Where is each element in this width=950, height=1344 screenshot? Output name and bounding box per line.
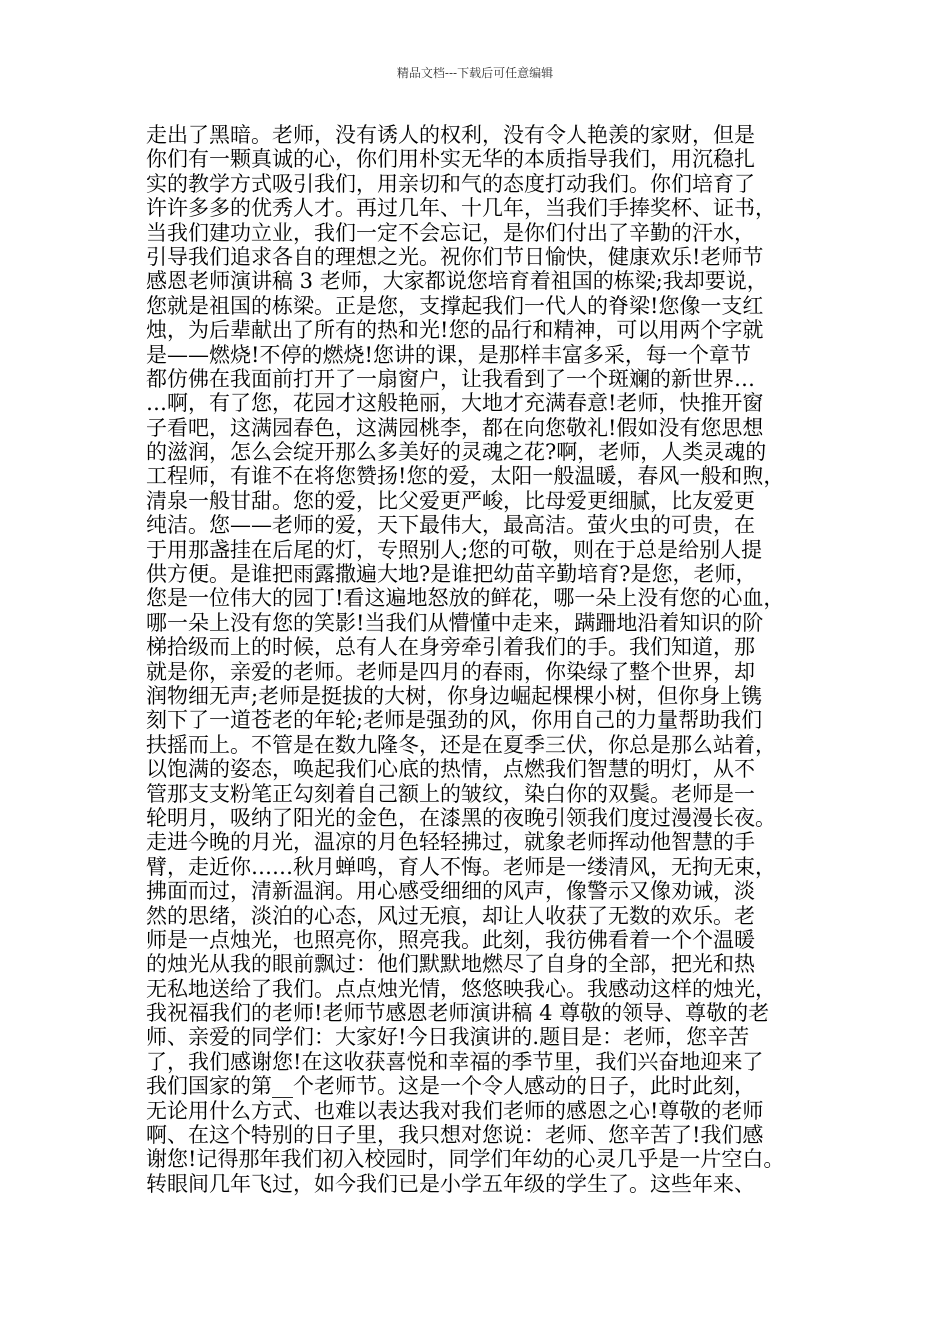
text-line: 许许多多的优秀人才。再过几年、十几年，当我们手捧奖杯、证书， [146, 196, 776, 221]
text-line: 子看吧，这满园春色，这满园桃李，都在向您敬礼!假如没有您思想 [146, 415, 764, 440]
text-line: 供方便。是谁把雨露撒遍大地?是谁把幼苗辛勤培育?是您，老师， [146, 562, 757, 587]
text-line: 的烛光从我的眼前飘过：他们默默地燃尽了自身的全部，把光和热 [146, 952, 755, 977]
text-line: 纯洁。您——老师的爱，天下最伟大，最高洁。萤火虫的可贵，在 [146, 513, 755, 538]
text-line: 我们国家的第__个老师节。这是一个令人感动的日子，此时此刻， [146, 1074, 755, 1099]
text-line: 师、亲爱的同学们：大家好!今日我演讲的.题目是：老师，您辛苦 [146, 1025, 750, 1050]
text-line: 了，我们感谢您!在这收获喜悦和幸福的季节里，我们兴奋地迎来了 [146, 1049, 764, 1074]
text-line: 谢您!记得那年我们初入校园时，同学们年幼的心灵几乎是一片空白。 [146, 1147, 785, 1172]
text-line: 以饱满的姿态，唤起我们心底的热情，点燃我们智慧的明灯，从不 [146, 757, 755, 782]
text-line: 走出了黑暗。老师，没有诱人的权利，没有令人艳羡的家财，但是 [146, 123, 755, 147]
text-line: 扶摇而上。不管是在数九隆冬，还是在夏季三伏，你总是那么站着， [146, 732, 776, 757]
text-line: 无私地送给了我们。点点烛光情，悠悠映我心。我感动这样的烛光， [146, 976, 776, 1001]
text-line: 师是一点烛光，也照亮你，照亮我。此刻，我彷佛看着一个个温暖 [146, 927, 755, 952]
text-line: 梯拾级而上的时候，总有人在身旁牵引着我们的手。我们知道，那 [146, 635, 755, 660]
text-line: 您是一位伟大的园丁!看这遍地怒放的鲜花，哪一朵上没有您的心血， [146, 586, 785, 611]
text-line: 转眼间几年飞过，如今我们已是小学五年级的学生了。这些年来、 [146, 1171, 755, 1196]
text-line: 管那支支粉笔正勾刻着自己额上的皱纹，染白你的双鬓。老师是一 [146, 781, 755, 806]
text-line: 清泉一般甘甜。您的爱，比父爱更严峻，比母爱更细腻，比友爱更 [146, 488, 755, 513]
text-line: 感恩老师演讲稿 3 老师，大家都说您培育着祖国的栋梁;我却要说， [146, 269, 768, 294]
text-line: 臂，走近你……秋月蝉鸣，育人不悔。老师是一缕清风，无拘无束， [146, 854, 776, 879]
text-line: 您就是祖国的栋梁。正是您，支撑起我们一代人的脊梁!您像一支红 [146, 293, 764, 318]
text-line: 当我们建功立业，我们一定不会忘记，是你们付出了辛勤的汗水， [146, 220, 755, 245]
text-line: 哪一朵上没有您的笑影!当我们从懵懂中走来，蹒跚地沿着知识的阶 [146, 610, 764, 635]
header-note: 精品文档---下载后可任意编辑 [396, 66, 554, 80]
text-line: 就是你，亲爱的老师。老师是四月的春雨，你染绿了整个世界，却 [146, 659, 755, 684]
text-line: 都仿佛在我面前打开了一扇窗户，让我看到了一个斑斓的新世界… [146, 366, 755, 391]
text-line: 烛，为后辈献出了所有的热和光!您的品行和精神，可以用两个字就 [146, 318, 764, 343]
text-line: 工程师，有谁不在将您赞扬!您的爱，太阳一般温暖，春风一般和煦， [146, 464, 785, 489]
text-line: 引导我们追求各自的理想之光。祝你们节日愉快，健康欢乐!老师节 [146, 244, 764, 269]
text-line: 啊、在这个特别的日子里，我只想对您说：老师、您辛苦了!我们感 [146, 1123, 764, 1148]
text-line: 刻下了一道苍老的年轮;老师是强劲的风，你用自己的力量帮助我们 [146, 708, 763, 733]
text-line: 轮明月，吸纳了阳光的金色，在漆黑的夜晚引领我们度过漫漫长夜。 [146, 805, 776, 830]
text-line: 无论用什么方式、也难以表达我对我们老师的感恩之心!尊敬的老师 [146, 1098, 764, 1123]
text-line: 润物细无声;老师是挺拔的大树，你身边崛起棵棵小树，但你身上镌 [146, 683, 763, 708]
text-line: 拂面而过，清新温润。用心感受细细的风声，像警示又像劝诫，淡 [146, 879, 755, 904]
text-line: 是——燃烧!不停的燃烧!您讲的课，是那样丰富多采，每一个章节 [146, 342, 751, 367]
text-line: 你们有一颗真诚的心，你们用朴实无华的本质指导我们，用沉稳扎 [146, 147, 755, 172]
text-line: 实的教学方式吸引我们，用亲切和气的态度打动我们。你们培育了 [146, 171, 755, 196]
text-line: 我祝福我们的老师!老师节感恩老师演讲稿 4 尊敬的领导、尊敬的老 [146, 1001, 770, 1026]
text-line: 走进今晚的月光，温凉的月色轻轻拂过，就象老师挥动他智慧的手 [146, 830, 755, 855]
text-line: 然的思绪，淡泊的心态，风过无痕，却让人收获了无数的欢乐。老 [146, 903, 755, 928]
text-line: 于用那盏挂在后尾的灯，专照别人;您的可敬，则在于总是给别人提 [146, 537, 763, 562]
text-line: 的滋润，怎么会绽开那么多美好的灵魂之花?啊，老师，人类灵魂的 [146, 440, 767, 465]
body-text [146, 123, 836, 1196]
text-line: …啊，有了您，花园才这般艳丽，大地才充满春意!老师，快推开窗 [146, 391, 764, 416]
